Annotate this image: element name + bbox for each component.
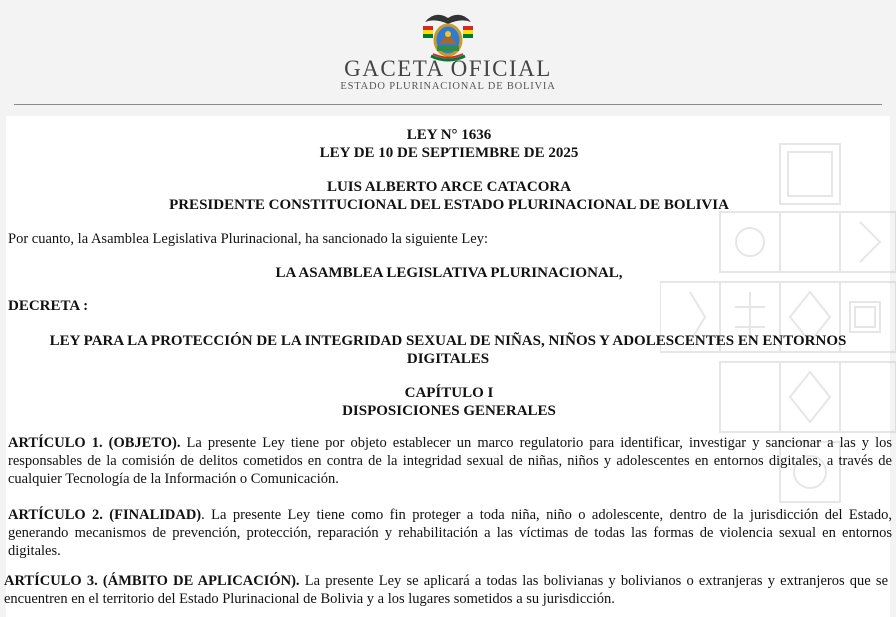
gazette-header (0, 0, 896, 104)
law-date: LEY DE 10 DE SEPTIEMBRE DE 2025 (319, 145, 579, 161)
assembly-heading: LA ASAMBLEA LEGISLATIVA PLURINACIONAL, (275, 265, 623, 281)
gazette-subtitle: ESTADO PLURINACIONAL DE BOLIVIA (340, 81, 556, 92)
preamble: Por cuanto, la Asamblea Legislativa Plurinacional, ha sancionado la siguiente Ley: (8, 231, 488, 247)
article-1-text: La presente Ley tiene por objeto establecer un marco regulatorio para identificar, investigar y sancionar a las y los responsables de la comisión de delitos cometidos en contra de la integridad sexual de niñas, niños y adolescentes en entornos digitales, a través de cualquier Tecnología de la Información o Comunicación. (8, 435, 892, 487)
president-name: LUIS ALBERTO ARCE CATACORA (326, 179, 572, 195)
chapter-title: DISPOSICIONES GENERALES (342, 403, 556, 419)
president-title: PRESIDENTE CONSTITUCIONAL DEL ESTADO PLURINACIONAL DE BOLIVIA (169, 197, 729, 213)
header-divider (14, 104, 882, 105)
article-1-heading: ARTÍCULO 1. (OBJETO). (8, 435, 181, 451)
chapter-number: CAPÍTULO I (404, 385, 494, 401)
article-2 (8, 506, 892, 560)
article-3 (4, 572, 888, 608)
article-3-heading: ARTÍCULO 3. (ÁMBITO DE APLICACIÓN). (4, 573, 300, 589)
article-1 (8, 434, 892, 488)
article-2-text: . La presente Ley tiene como fin proteger a toda niña, niño o adolescente, dentro de la jurisdicción del Estado, generando mecanismos de prevención, protección, reparación y rehabilitación a las víctimas de todas las formas de violencia sexual en entornos digitales. (8, 507, 892, 559)
law-title: LEY PARA LA PROTECCIÓN DE LA INTEGRIDAD SEXUAL DE NIÑAS, NIÑOS Y ADOLESCENTES EN ENTORNOS DIGITALES (49, 333, 847, 367)
decreta-label: DECRETA : (8, 298, 89, 314)
article-3-text: La presente Ley se aplicará a todas las bolivianas y bolivianos o extranjeras y extranjeros que se encuentren en el territorio del Estado Plurinacional de Bolivia y a los lugares sometidos a su jurisdicción. (4, 573, 889, 607)
law-number: LEY N° 1636 (406, 127, 492, 143)
article-2-heading: ARTÍCULO 2. (FINALIDAD) (8, 507, 202, 523)
gazette-title: GACETA OFICIAL (344, 56, 552, 81)
